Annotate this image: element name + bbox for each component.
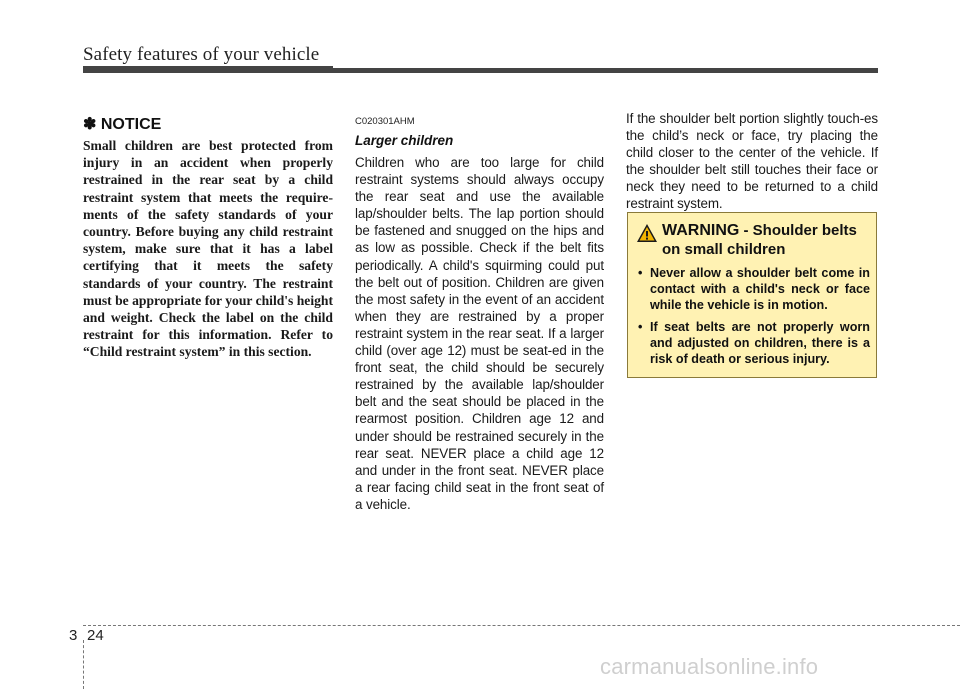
page-header-title: Safety features of your vehicle xyxy=(83,44,320,65)
warning-title xyxy=(662,221,872,240)
section-body: Children who are too large for child restraint systems should always occupy the rear seat and use the available lap/shoulder belts. The lap portion should be fastened and snugged on the hips and as low as possible. Check if the belt fits periodically. A child's squirming could put the belt out of position. Children are given the most safety in the event of an accident when they are restrained by a proper restraint system in the rear seat. If a larger child (over age 12) must be seat-ed in the front seat, the child should be securely restrained by the available lap/shoulder belt and the seat should be placed in the rearmost position. Children age 12 and under should be restrained securely in the rear seat. NEVER place a child age 12 and under in the front seat. NEVER place a rear facing child seat in the front seat of a vehicle. xyxy=(355,155,604,512)
footer-divider xyxy=(83,640,84,689)
warning-item-text: If seat belts are not properly worn and adjusted on children, there is a risk of death or serious injury. xyxy=(650,320,870,366)
shoulder-belt-column xyxy=(626,111,878,213)
watermark-text: carmanualsonline.info xyxy=(600,654,819,679)
notice-body: Small children are best protected from injury in an accident when properly restrained in the rear seat by a child restraint system that meets the require-ments of the safety standards of your country. Before buying any child restraint system, make sure that it has a label certifying that it meets the safety standards of your country. The restraint must be appropriate for your child's height and weight. Check the label on the child restraint for this information. Refer to “Child restraint system” in this section. xyxy=(83,138,333,360)
warning-list xyxy=(638,265,870,373)
section-code: C020301AHM xyxy=(355,116,415,127)
warning-item-text: Never allow a shoulder belt come in contact with a child's neck or face while the vehicle is in motion. xyxy=(650,266,870,312)
larger-children-column xyxy=(355,114,604,513)
page-number: 24 xyxy=(87,627,104,644)
notice-column xyxy=(83,114,333,361)
warning-label: WARNING xyxy=(662,222,740,239)
header-rule xyxy=(83,68,878,73)
shoulder-belt-body: If the shoulder belt portion slightly touch-es the child’s neck or face, try placing the child closer to the center of the vehicle. If the shoulder belt still touches their face or neck they need to be returned to a child restraint system. xyxy=(626,111,878,212)
section-subhead: Larger children xyxy=(355,133,454,148)
warning-triangle-icon xyxy=(636,223,658,243)
warning-title-rest: - Shoulder belts xyxy=(739,222,857,239)
warning-box xyxy=(627,212,877,378)
warning-title-line2: on small children xyxy=(662,241,786,258)
warning-item xyxy=(638,319,870,367)
footer-rule xyxy=(83,625,960,626)
warning-header xyxy=(636,221,872,259)
chapter-number: 3 xyxy=(69,627,78,644)
bullet: • xyxy=(638,266,643,280)
warning-item xyxy=(638,265,870,313)
bullet: • xyxy=(638,320,643,334)
notice-title: ✽ NOTICE xyxy=(83,116,162,133)
